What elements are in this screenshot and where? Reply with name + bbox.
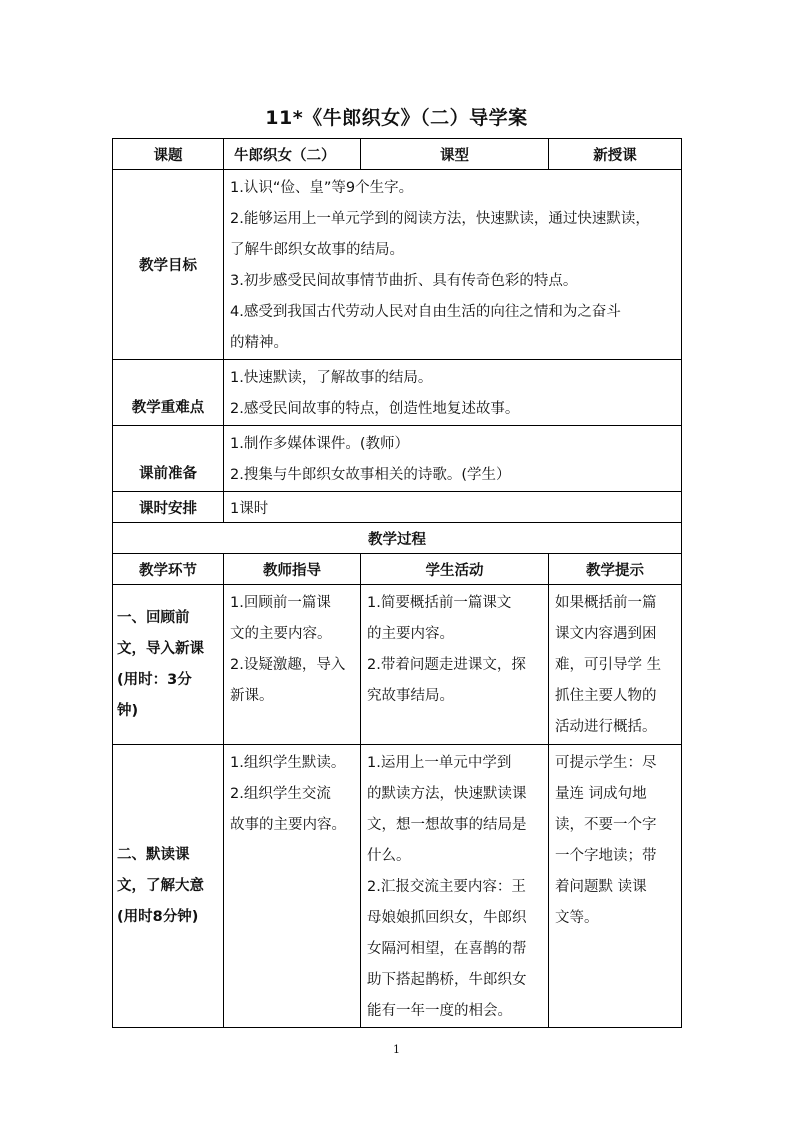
student-line: 1.简要概括前一篇课文: [367, 595, 512, 611]
student-line: 什么。: [367, 848, 411, 864]
header-row: [113, 139, 682, 170]
tips-cell: [549, 745, 682, 1028]
goal-line: 的精神。: [230, 335, 288, 351]
student-line: 2.带着问题走进课文，探: [367, 657, 526, 673]
type-value: 新授课: [549, 139, 682, 170]
tips-line: 量连 词成句地: [555, 786, 647, 802]
step-line: 文，导入新课: [117, 640, 204, 657]
teacher-line: 故事的主要内容。: [230, 817, 346, 833]
teacher-line: 2.组织学生交流: [230, 786, 331, 802]
goal-line: 1.认识“俭、皇”等9个生字。: [230, 180, 414, 196]
step-line: 二、默读课: [117, 846, 190, 863]
preparation-line: 1.制作多媒体课件。(教师）: [230, 436, 409, 452]
student-cell: [361, 745, 549, 1028]
student-line: 能有一年一度的相会。: [367, 1003, 512, 1019]
student-line: 母娘娘抓回织女，牛郎织: [367, 910, 527, 926]
tips-line: 一个字地读；带: [555, 848, 657, 864]
goal-line: 了解牛郎织女故事的结局。: [230, 242, 404, 258]
process-title: 教学过程: [113, 523, 682, 554]
student-line: 助下搭起鹊桥，牛郎织女: [367, 972, 527, 988]
step-cell: [113, 745, 224, 1028]
column-header-teacher: 教师指导: [224, 554, 361, 585]
tips-line: 难，可引导学 生: [555, 657, 662, 673]
step-line: 一、回顾前: [117, 609, 190, 626]
tips-line: 课文内容遇到困: [555, 626, 657, 642]
teacher-cell: [224, 745, 361, 1028]
student-line: 文，想一想故事的结局是: [367, 817, 527, 833]
student-line: 1.运用上一单元中学到: [367, 755, 512, 771]
lesson-plan-table: [112, 138, 682, 1028]
tips-line: 活动进行概括。: [555, 719, 657, 735]
step-cell: [113, 585, 224, 745]
tips-line: 着问题默 读课: [555, 879, 647, 895]
key-point-line: 2.感受民间故事的特点，创造性地复述故事。: [230, 401, 520, 417]
student-line: 究故事结局。: [367, 688, 454, 704]
step-line: (用时：3分: [117, 671, 192, 688]
process-columns-row: [113, 554, 682, 585]
type-label: 课型: [361, 139, 549, 170]
preparation-row: [113, 426, 682, 492]
teacher-line: 文的主要内容。: [230, 626, 332, 642]
goals-row: [113, 170, 682, 360]
goals-label: 教学目标: [113, 170, 224, 360]
goals-content: [224, 170, 682, 360]
page-title: 11*《牛郎织女》（二）导学案: [265, 107, 528, 129]
preparation-line: 2.搜集与牛郎织女故事相关的诗歌。(学生）: [230, 467, 511, 483]
step-line: (用时8分钟): [117, 908, 199, 925]
column-header-student: 学生活动: [361, 554, 549, 585]
page-number: 1: [393, 1043, 400, 1056]
schedule-row: [113, 492, 682, 523]
key-points-label: 教学重难点: [113, 360, 224, 426]
teacher-cell: [224, 585, 361, 745]
step-line: 文，了解大意: [117, 877, 204, 894]
student-line: 女隔河相望，在喜鹊的帮: [367, 941, 527, 957]
goal-line: 4.感受到我国古代劳动人民对自由生活的向往之情和为之奋斗: [230, 304, 621, 320]
key-points-content: [224, 360, 682, 426]
process-row-silent-reading: [113, 745, 682, 1028]
student-cell: [361, 585, 549, 745]
student-line: 的主要内容。: [367, 626, 454, 642]
schedule-label: 课时安排: [113, 492, 224, 523]
topic-value: 牛郎织女（二）: [224, 139, 361, 170]
process-title-row: [113, 523, 682, 554]
tips-line: 如果概括前一篇: [555, 595, 657, 611]
preparation-label: 课前准备: [113, 426, 224, 492]
goal-line: 3.初步感受民间故事情节曲折、具有传奇色彩的特点。: [230, 273, 578, 289]
topic-label: 课题: [113, 139, 224, 170]
teacher-line: 2.设疑激趣，导入: [230, 657, 346, 673]
key-point-line: 1.快速默读，了解故事的结局。: [230, 370, 433, 386]
preparation-content: [224, 426, 682, 492]
teacher-line: 1.回顾前一篇课: [230, 595, 331, 611]
tips-cell: [549, 585, 682, 745]
student-line: 2.汇报交流主要内容：王: [367, 879, 526, 895]
teacher-line: 新课。: [230, 688, 274, 704]
goal-line: 2.能够运用上一单元学到的阅读方法，快速默读，通过快速默读，: [230, 211, 650, 227]
tips-line: 可提示学生：尽: [555, 755, 657, 771]
teacher-line: 1.组织学生默读。: [230, 755, 346, 771]
tips-line: 读，不要一个字: [555, 817, 657, 833]
step-line: 钟): [117, 702, 139, 719]
column-header-step: 教学环节: [113, 554, 224, 585]
column-header-tips: 教学提示: [549, 554, 682, 585]
student-line: 的默读方法，快速默读课: [367, 786, 527, 802]
key-points-row: [113, 360, 682, 426]
schedule-value: 1课时: [224, 492, 682, 523]
tips-line: 抓住主要人物的: [555, 688, 657, 704]
tips-line: 文等。: [555, 910, 599, 926]
process-row-review: [113, 585, 682, 745]
